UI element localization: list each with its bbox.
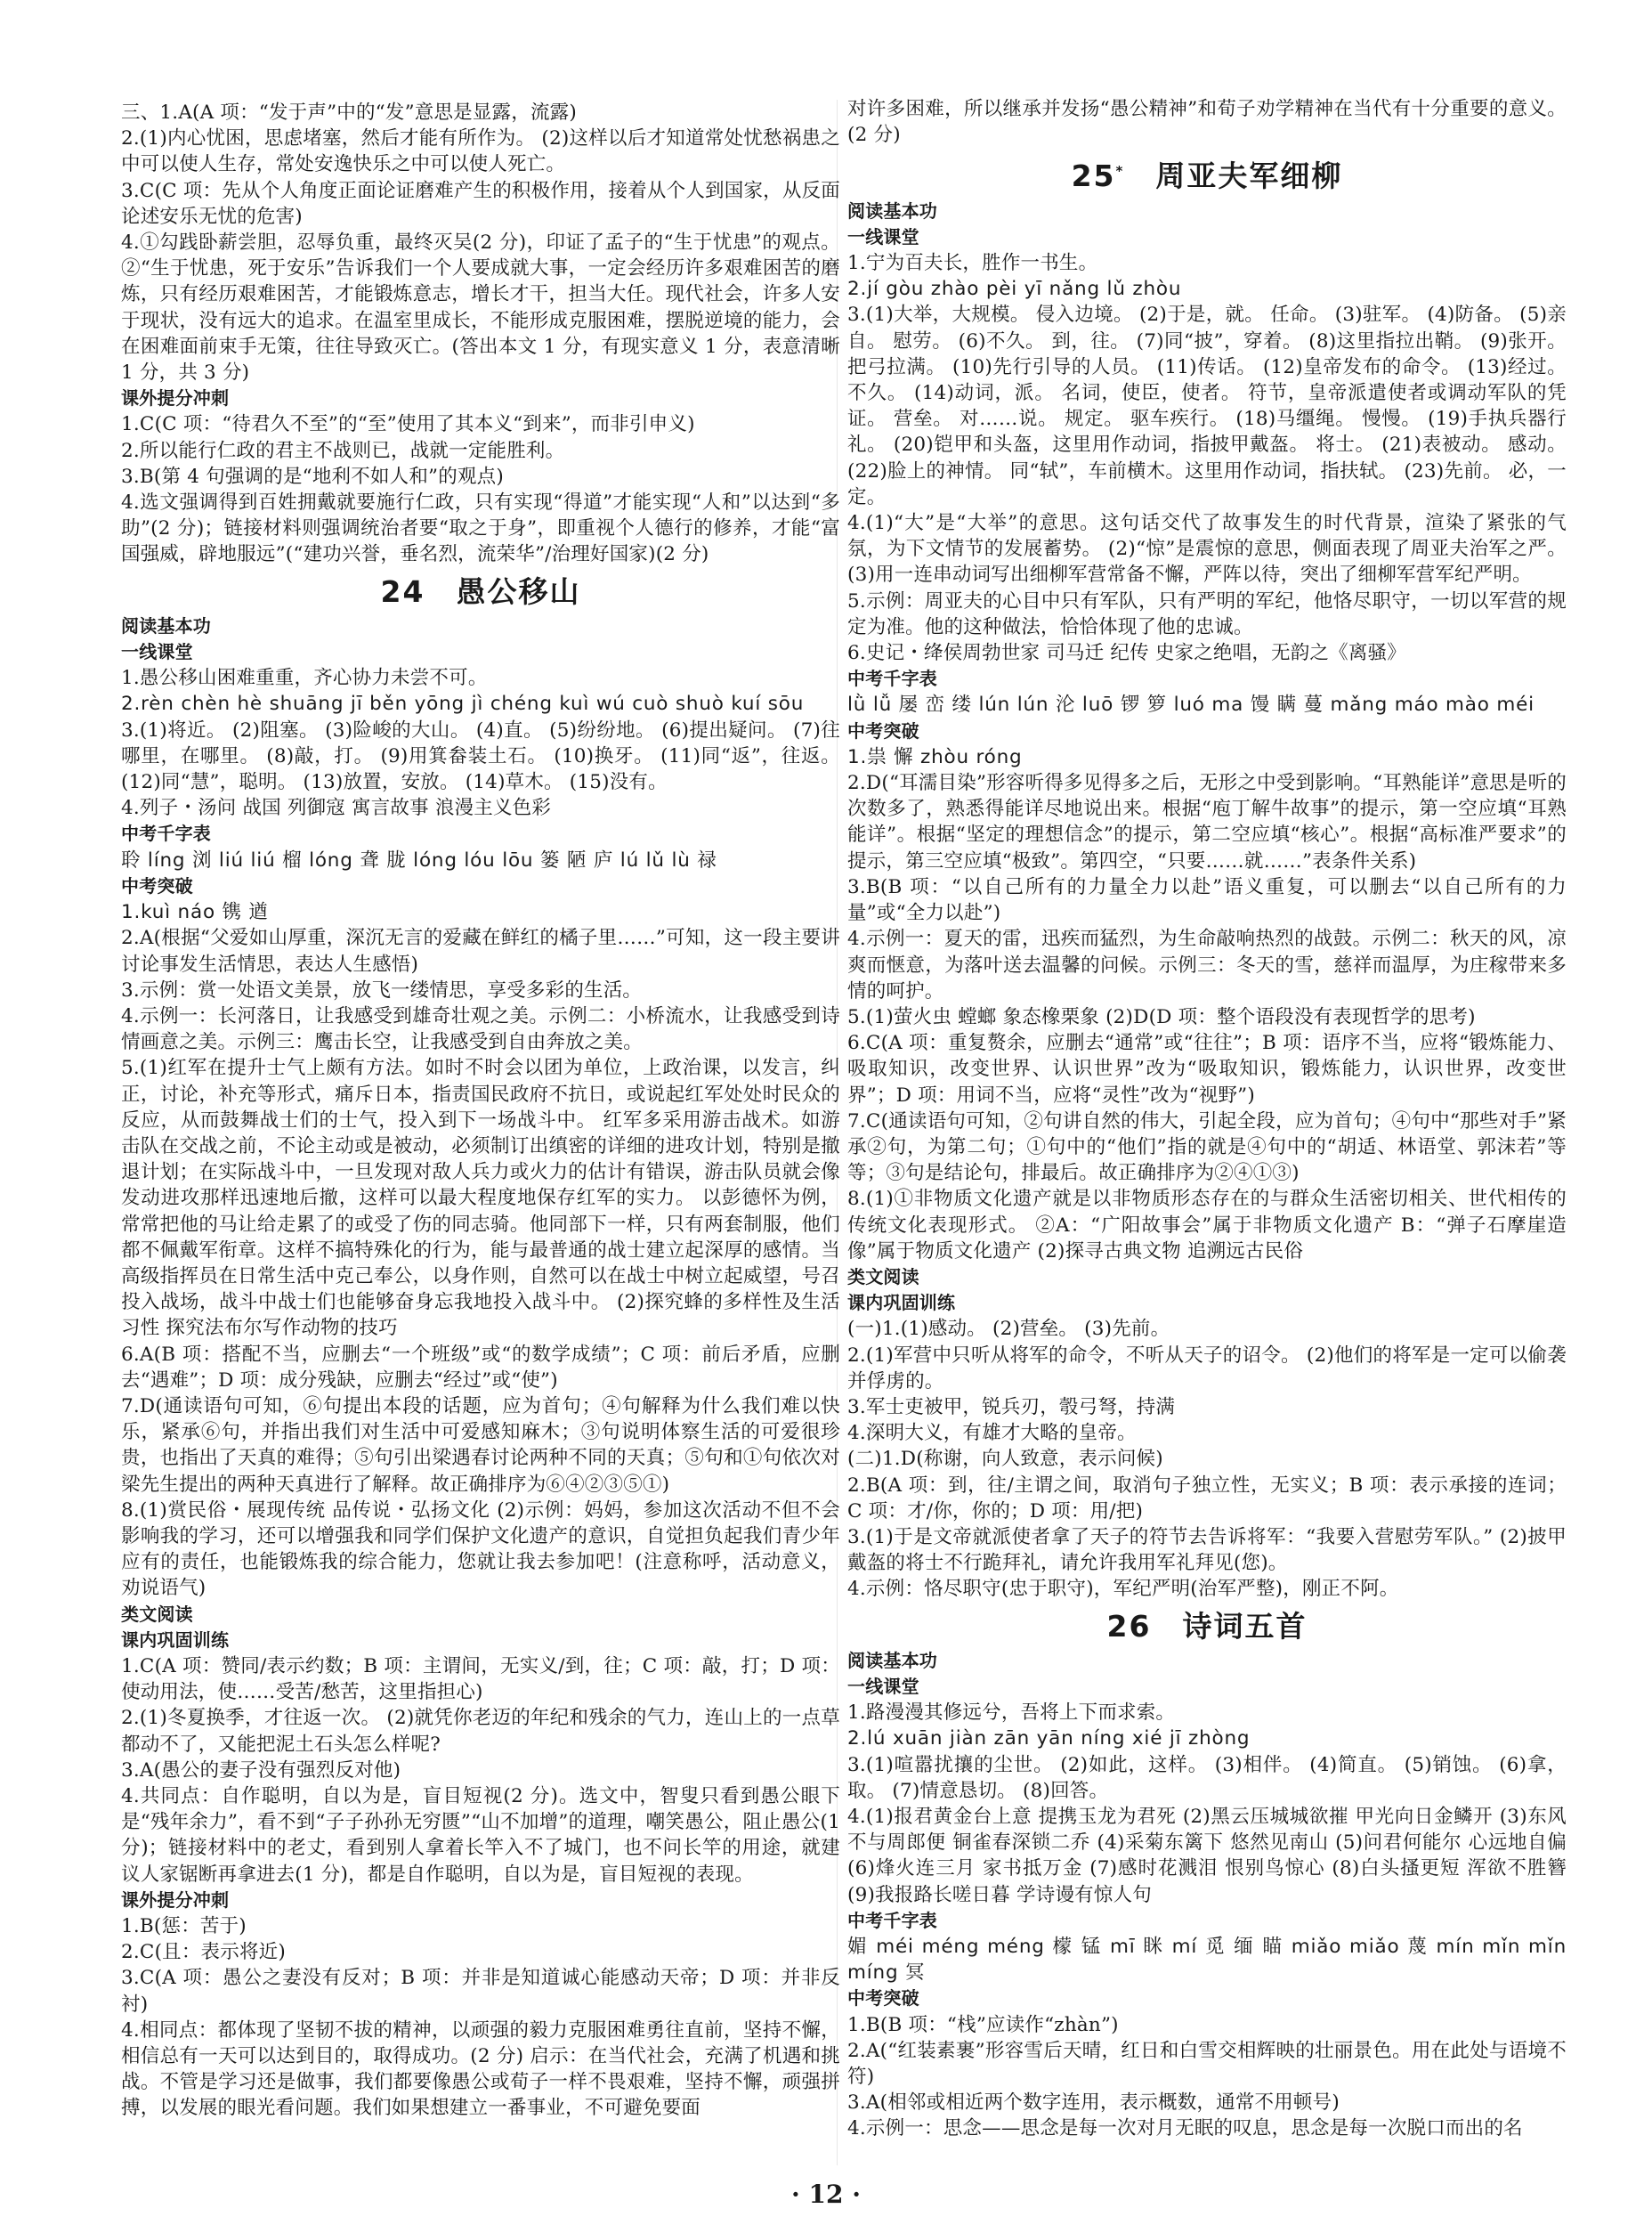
answer-paragraph: 5.示例：周亚夫的心目中只有军队，只有严明的军纪，他恪尽职守，一切以军营的规定为准。他的这种做法，恰恰体现了他的忠诚。	[847, 589, 1567, 638]
answer-paragraph: 4.示例一：夏天的雷，迅疾而猛烈，为生命敲响热烈的战鼓。示例二：秋天的风，凉爽而惬意，为落叶送去温馨的问候。示例三：冬天的雪，慈祥而温厚，为庄稼带来多情的呵护。	[847, 928, 1567, 1003]
right-column	[847, 96, 1567, 2180]
answer-paragraph: 6.C(A 项：重复赘余，应删去“通常”或“往往”；B 项：语序不当，应将“锻炼能力、吸取知识，改变世界、认识世界”改为“吸取知识，锻炼能力，认识世界，改变世界”；D 项：用词不当，应将“灵性”改为“视野”)	[847, 1032, 1567, 1107]
lesson-name: 愚公移山	[456, 573, 581, 609]
section-heading: 阅读基本功	[847, 1649, 937, 1671]
answer-paragraph: 3.军士吏被甲，锐兵刃，彀弓弩，持满	[847, 1395, 1176, 1418]
answer-paragraph: 1.路漫漫其修远兮，吾将上下而求索。	[847, 1701, 1176, 1725]
lesson-title	[121, 573, 840, 609]
section-heading: 中考千字表	[847, 1909, 937, 1931]
section-heading: 中考千字表	[121, 823, 211, 845]
answer-paragraph: 三、1.A(A 项：“发于声”中的“发”意思是显露，流露)	[121, 102, 577, 124]
section-heading: 课外提分冲刺	[121, 387, 230, 410]
section-heading: 中考突破	[847, 1987, 919, 2010]
answer-paragraph: 2.所以能行仁政的君主不战则已，战就一定能胜利。	[121, 439, 565, 462]
answer-paragraph: 4.(1)报君黄金台上意 提携玉龙为君死 (2)黑云压城城欲摧 甲光向日金鳞开 (3)东风不与周郎便 铜雀春深锁二乔 (4)采菊东篱下 悠然见南山 (5)问君何能尔 心远地自偏 (6)烽火连三月 家书抵万金 (7)感时花溅泪 恨别鸟惊心 (8)白头搔更短 浑欲不胜簪 (9)我报路长嗟日暮 学诗谩有惊人句	[847, 1806, 1567, 1906]
answer-paragraph: (一)1.(1)感动。 (2)营垒。 (3)先前。	[847, 1318, 1170, 1341]
answer-paragraph: 1.宁为百夫长，胜作一书生。	[847, 252, 1098, 275]
answer-paragraph: 1.C(C 项：“待君久不至”的“至”使用了其本义“到来”，而非引申义)	[121, 413, 695, 436]
pinyin-line: 1.祟 懈 zhòu róng	[847, 745, 1023, 768]
section-heading: 课内巩固训练	[121, 1628, 230, 1651]
answer-paragraph: 4.示例一：长河落日，让我感受到雄奇壮观之美。示例二：小桥流水，让我感受到诗情画意之美。示例三：鹰击长空，让我感受到自由奔放之美。	[121, 1004, 840, 1054]
answer-paragraph: 3.C(C 项：先从个人角度正面论证磨难产生的积极作用，接着从个人到国家，从反面论述安乐无忧的危害)	[121, 179, 840, 228]
answer-paragraph: 2.(1)冬夏换季，才往返一次。 (2)就凭你老迈的年纪和残余的气力，连山上的一点草都动不了，又能把泥土石头怎么样呢?	[121, 1707, 840, 1756]
answer-paragraph: 4.选文强调得到百姓拥戴就要施行仁政，只有实现“得道”才能实现“人和”以达到“多助”(2 分)；链接材料则强调统治者要“取之于身”，即重视个人德行的修养，才能“富国强威，辟地服远”(“建功兴誉，垂名烈，流荣华”/治理好国家)(2 分)	[121, 491, 840, 566]
answer-paragraph: 6.A(B 项：搭配不当，应删去“一个班级”或“的数学成绩”；C 项：前后矛盾，应删去“遇难”；D 项：成分残缺，应删去“经过”或“使”)	[121, 1343, 840, 1392]
answer-paragraph: 2.C(且：表示将近)	[121, 1941, 286, 1964]
subsection-heading: 一线课堂	[121, 641, 193, 663]
pinyin-line: 2.rèn chèn hè shuāng jī běn yōng jì chéng kuì wú cuò shuò kuí sōu	[121, 693, 805, 716]
left-column	[121, 100, 840, 2174]
answer-paragraph: 2.(1)军营中只听从将军的命令，不听从天子的诏令。 (2)他们的将军是一定可以偷袭并俘虏的。	[847, 1344, 1567, 1393]
answer-paragraph: 3.B(第 4 句强调的是“地利不如人和”的观点)	[121, 465, 504, 488]
answer-paragraph: 7.D(通读语句可知，⑥句提出本段的话题，应为首句；④句解释为什么我们难以快乐，紧承⑥句，并指出我们对生活中可爱感知麻木；③句说明体察生活的可爱很珍贵，也指出了天真的难得；⑤句引出梁遇春讨论两种不同的天真；⑤句和①句依次对梁先生提出的两种天真进行了解释。故正确排序为⑥④②③⑤①)	[121, 1394, 840, 1496]
lesson-name: 周亚夫军细柳	[1155, 158, 1343, 194]
pinyin-line: 媚 méi méng méng 檬 锰 mī 眯 mí 觅 缅 瞄 miǎo miǎo 蔑 mín mǐn mǐn míng 冥	[847, 1936, 1567, 1985]
subsection-heading: 一线课堂	[847, 1675, 919, 1697]
answer-paragraph: 对许多困难，所以继承并发扬“愚公精神”和荀子劝学精神在当代有十分重要的意义。(2 分)	[847, 98, 1567, 147]
section-heading: 类文阅读	[121, 1603, 193, 1625]
answer-paragraph: 5.(1)红军在提升士气上颇有方法。如时不时会以团为单位，上政治课，以发言，纠正，讨论，补充等形式，痛斥日本，指责国民政府不抗日，或说起红军处处时民众的反应，从而鼓舞战士们的士气，投入到下一场战斗中。 红军多采用游击战术。如游击队在交战之前，不论主动或是被动，必须制订出缜密的详细的进攻计划，特别是撤退计划；在实际战斗中，一旦发现对敌人兵力或火力的估计有错误，游击队员就会像发动进攻那样迅速地后撤，这样可以最大程度地保存红军的实力。 以彭德怀为例，常常把他的马让给走累了的或受了伤的同志骑。他同部下一样，只有两套制服，他们都不佩戴军衔章。这样不搞特殊化的行为，能与最普通的战士建立起深厚的感情。当高级指挥员在日常生活中克己奉公，以身作则，自然可以在战士中树立起威望，号召投入战场，战斗中战士们也能够奋身忘我地投入战斗中。 (2)探究蜂的多样性及生活习性 探究法布尔写作动物的技巧	[121, 1057, 840, 1340]
answer-paragraph: 4.①勾践卧薪尝胆，忍辱负重，最终灭吴(2 分)，印证了孟子的“生于忧患”的观点。②“生于忧患，死于安乐”告诉我们一个人要成就大事，一定会经历许多艰难困苦的磨炼，只有经历艰难困苦，才能锻炼意志，增长才干，担当大任。现代社会，许多人安于现状，没有远大的追求。在温室里成长，不能形成克服困难，摆脱逆境的能力，会在困难面前束手无策，往往导致灭亡。(答出本文 1 分，有现实意义 1 分，表意清晰 1 分，共 3 分)	[121, 231, 840, 385]
answer-paragraph: 1.B(B 项：“栈”应读作“zhàn”)	[847, 2013, 1119, 2036]
answer-paragraph: 1.愚公移山困难重重，齐心协力未尝不可。	[121, 667, 488, 690]
pinyin-line: 1.kuì náo 镌 遒	[121, 901, 269, 924]
section-heading: 课外提分冲刺	[121, 1888, 230, 1911]
answer-paragraph: 3.C(A 项：愚公之妻没有反对；B 项：并非是知道诚心能感动天帝；D 项：并非反衬)	[121, 1967, 840, 2016]
lesson-number: 26	[1106, 1608, 1152, 1644]
answer-paragraph: 8.(1)①非物质文化遗产就是以非物质形态存在的与群众生活密切相关、世代相传的传统文化表现形式。 ②A：“广阳故事会”属于非物质文化遗产 B：“弹子石摩崖造像”属于物质文化遗产 (2)探寻古典文物 追溯远古民俗	[847, 1188, 1567, 1263]
answer-paragraph: (二)1.D(称谢，向人致意，表示问候)	[847, 1448, 1163, 1471]
pinyin-line: 2.jí gòu zhào pèi yī nǎng lǔ zhòu	[847, 278, 1182, 301]
section-heading: 中考突破	[121, 874, 193, 897]
answer-paragraph: 6.史记・绛侯周勃世家 司马迁 纪传 史家之绝唱，无韵之《离骚》	[847, 642, 1406, 665]
answer-paragraph: 4.共同点：自作聪明，自以为是，盲目短视(2 分)。选文中，智叟只看到愚公眼下是“残年余力”，看不到“子子孙孙无穷匮”“山不加增”的道理，嘲笑愚公，阻止愚公(1 分)；链接材料中的老丈，看到别人拿着长竿入不了城门，也不问长竿的用途，就建议人家锯断再拿进去(1 分)，都是自作聪明，自以为是，盲目短视的表现。	[121, 1785, 840, 1886]
answer-paragraph: 7.C(通读语句可知，②句讲自然的伟大，引起全段，应为首句；④句中“那些对手”紧承②句，为第二句；①句中的“他们”指的就是④句中的“胡适、林语堂、郭沫若”等等；③句是结论句，排最后。故正确排序为②④①③)	[847, 1109, 1567, 1185]
lesson-number: 25	[1071, 158, 1116, 194]
section-heading: 中考千字表	[847, 668, 937, 690]
subsection-heading: 一线课堂	[847, 225, 919, 248]
answer-paragraph: 2.(1)内心忧困，思虑堵塞，然后才能有所作为。 (2)这样以后才知道常处忧愁祸患之中可以使人生存，常处安逸快乐之中可以使人死亡。	[121, 127, 840, 176]
lesson-title	[847, 1608, 1567, 1644]
page-number: · 12 ·	[791, 2180, 861, 2209]
answer-paragraph: 3.(1)大举，大规模。 侵入边境。 (2)于是，就。 任命。 (3)驻军。 (4)防备。 (5)亲自。 慰劳。 (6)不久。 到，往。 (7)同“披”，穿着。 (8)这里指拉出鞘。 (9)张开。 把弓拉满。 (10)先行引导的人员。 (11)传话。 (12)皇帝发布的命令。 (13)经过。 不久。 (14)动词，派。 名词，使臣，使者。 符节，皇帝派遣使者或调动军队的凭证。 营垒。 对……说。 规定。 驱车疾行。 (18)马缰绳。 慢慢。 (19)手执兵器行礼。 (20)铠甲和头盔，这里用作动词，指披甲戴盔。 将士。 (21)表被动。 感动。 (22)脸上的神情。 同“轼”，车前横木。这里用作动词，指扶轼。 (23)先前。 必，一定。	[847, 304, 1567, 508]
answer-paragraph: 2.A(根据“父爱如山厚重，深沉无言的爱藏在鲜红的橘子里……”可知，这一段主要讲讨论事发生活情思，表达人生感悟)	[121, 927, 840, 976]
answer-paragraph: 3.(1)喧嚣扰攘的尘世。 (2)如此，这样。 (3)相伴。 (4)简直。 (5)销蚀。 (6)拿，取。 (7)情意恳切。 (8)回答。	[847, 1753, 1567, 1802]
section-heading: 阅读基本功	[847, 199, 937, 222]
answer-paragraph: 1.C(A 项：赞同/表示约数；B 项：主谓间，无实义/到，往；C 项：敲，打；D 项：使动用法，使……受苦/愁苦，这里指担心)	[121, 1654, 840, 1704]
section-heading: 类文阅读	[847, 1265, 919, 1287]
pinyin-line: lǜ lǚ 屡 峦 缕 lún lún 沦 luō 锣 箩 luó ma 馒 瞒 蔓 mǎng máo mào méi	[847, 694, 1535, 717]
answer-paragraph: 3.示例：赏一处语文美景，放飞一缕情思，享受多彩的生活。	[121, 978, 643, 1002]
answer-paragraph: 3.(1)于是文帝就派使者拿了天子的符节去告诉将军：“我要入营慰劳军队。” (2)披甲戴盔的将士不行跪拜礼，请允许我用军礼拜见(您)。	[847, 1525, 1567, 1575]
answer-paragraph: 4.(1)“大”是“大举”的意思。这句话交代了故事发生的时代背景，渲染了紧张的气氛，为下文情节的发展蓄势。 (2)“惊”是震惊的意思，侧面表现了周亚夫治军之严。 (3)用一连串动词写出细柳军营常备不懈，严阵以待，突出了细柳军营军纪严明。	[847, 512, 1567, 587]
answer-paragraph: 4.列子・汤问 战国 列御寇 寓言故事 浪漫主义色彩	[121, 797, 552, 820]
section-heading: 阅读基本功	[121, 614, 211, 637]
answer-paragraph: 2.A(“红装素裹”形容雪后天晴，红日和白雪交相辉映的壮丽景色。用在此处与语境不符)	[847, 2039, 1567, 2089]
answer-paragraph: 3.(1)将近。 (2)阻塞。 (3)险峻的大山。 (4)直。 (5)纷纷地。 (6)提出疑问。 (7)往哪里，在哪里。 (8)敲，打。 (9)用箕畚装土石。 (10)换牙。 (11)同“返”，往返。 (12)同“慧”，聪明。 (13)放置，安放。 (14)草木。 (15)没有。	[121, 719, 840, 794]
answer-paragraph: 4.深明大义，有雄才大略的皇帝。	[847, 1422, 1137, 1445]
lesson-number: 24	[380, 573, 425, 609]
lesson-title	[847, 158, 1567, 194]
answer-paragraph: 3.A(愚公的妻子没有强烈反对他)	[121, 1758, 401, 1782]
pinyin-line: 2.lú xuān jiàn zān yān níng xié jī zhòng	[847, 1727, 1251, 1750]
answer-paragraph: 2.B(A 项：到，往/主谓之间，取消句子独立性，无实义；B 项：表示承接的连词；C 项：才/你，你的；D 项：用/把)	[847, 1474, 1567, 1522]
lesson-name: 诗词五首	[1182, 1608, 1308, 1644]
lesson-mark: *	[1115, 163, 1125, 180]
answer-paragraph: 8.(1)赏民俗・展现传统 品传说・弘扬文化 (2)示例：妈妈，参加这次活动不但不会影响我的学习，还可以增强我和同学们保护文化遗产的意识，自觉担负起我们青少年应有的责任，也能锻炼我的综合能力，您就让我去参加吧！(注意称呼，活动意义，劝说语气)	[121, 1498, 840, 1600]
answer-paragraph: 5.(1)萤火虫 螳螂 象态橡栗象 (2)D(D 项：整个语段没有表现哲学的思考)	[847, 1005, 1476, 1028]
answer-paragraph: 4.示例：恪尽职守(忠于职守)，军纪严明(治军严整)，刚正不阿。	[847, 1578, 1399, 1601]
answer-paragraph: 1.B(惩：苦于)	[121, 1915, 247, 1938]
answer-paragraph: 4.示例一：思念——思念是每一次对月无眠的叹息，思念是每一次脱口而出的名	[847, 2117, 1523, 2140]
answer-paragraph: 3.A(相邻或相近两个数字连用，表示概数，通常不用顿号)	[847, 2091, 1340, 2115]
answer-paragraph: 3.B(B 项：“以自己所有的力量全力以赴”语义重复，可以删去“以自己所有的力量”或“全力以赴”)	[847, 875, 1567, 925]
answer-paragraph: 2.D(“耳濡目染”形容听得多见得多之后，无形之中受到影响。“耳熟能详”意思是听的次数多了，熟悉得能详尽地说出来。根据“庖丁解牛故事”的提示，第一空应填“耳熟能详”。根据“坚定的理想信念”的提示，第二空应填“核心”。根据“高标准严要求”的提示，第三空应填“极致”。第四空，“只要……就……”表条件关系)	[847, 772, 1567, 873]
section-heading: 课内巩固训练	[847, 1292, 956, 1314]
section-heading: 中考突破	[847, 719, 919, 742]
pinyin-line: 聆 líng 浏 liú liú 榴 lóng 聋 胧 lóng lóu lōu 篓 陋 庐 lú lǔ lù 禄	[121, 849, 717, 872]
answer-paragraph: 4.相同点：都体现了坚韧不拔的精神，以顽强的毅力克服困难勇往直前，坚持不懈，相信总有一天可以达到目的，取得成功。(2 分) 启示：在当代社会，充满了机遇和挑战。不管是学习还是做事，我们都要像愚公或荀子一样不畏艰难，坚持不懈，顽强拼搏，以发展的眼光看问题。我们如果想建立一番事业，不可避免要面	[121, 2018, 840, 2120]
